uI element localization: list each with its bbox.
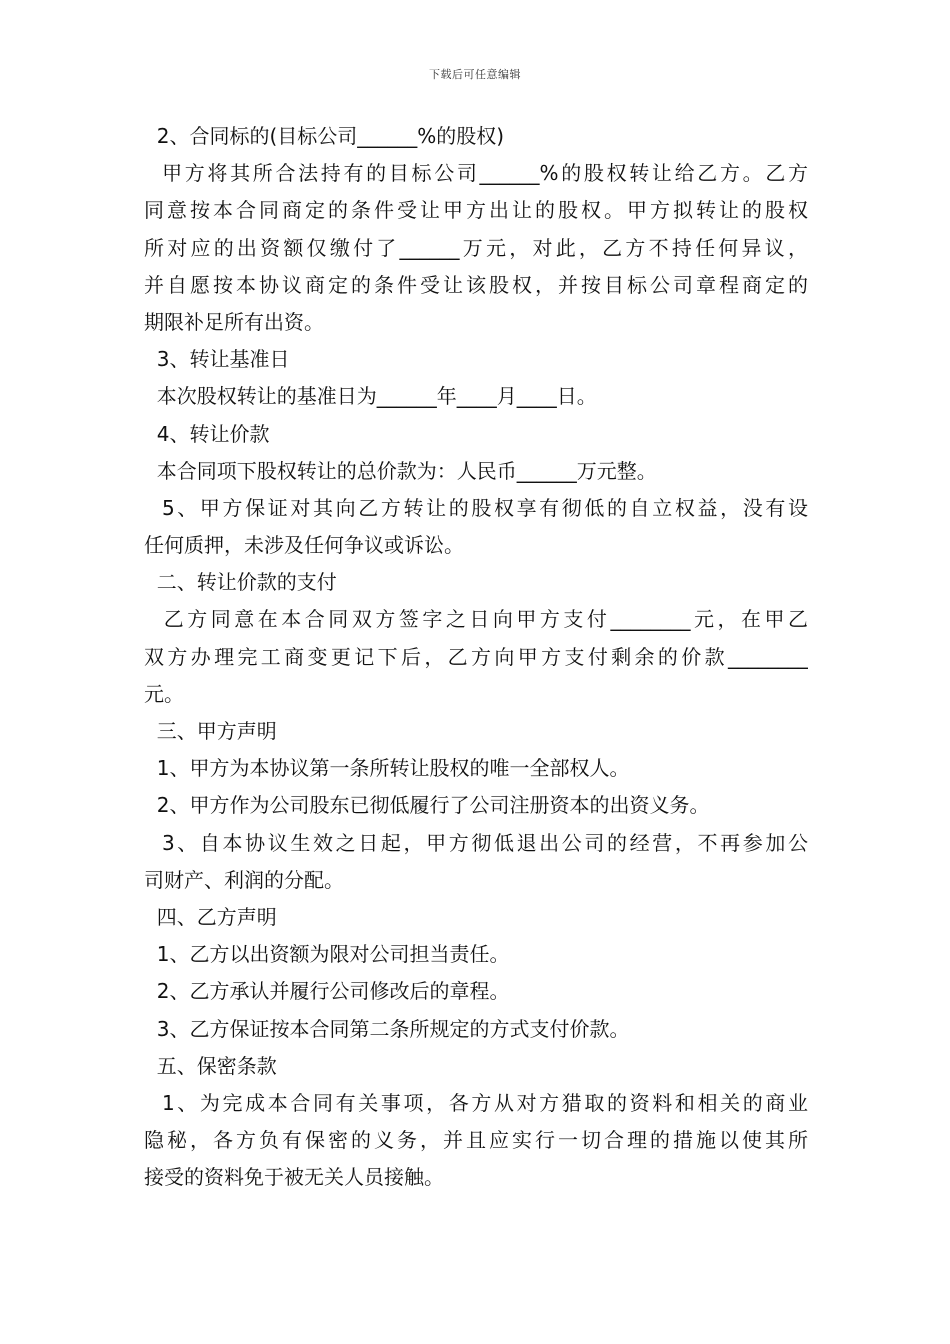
text-line: 期限补足所有出资。 [144, 309, 324, 334]
text-line: 五、保密条款 [144, 1053, 277, 1078]
text-line: 所对应的出资额仅缴付了______万元，对此，乙方不持任何异议， [144, 235, 808, 260]
text-line: 接受的资料免于被无关人员接触。 [144, 1165, 444, 1190]
text-line: 1、甲方为本协议第一条所转让股权的唯一全部权人。 [144, 756, 630, 781]
text-line: 并自愿按本协议商定的条件受让该股权，并按目标公司章程商定的 [144, 272, 808, 297]
text-line: 任何质押，未涉及任何争议或诉讼。 [144, 533, 464, 558]
text-line: 3、自本协议生效之日起，甲方彻低退出公司的经营，不再参加公 [144, 830, 808, 855]
text-line: 双方办理完工商变更记下后，乙方向甲方支付剩余的价款________ [144, 644, 808, 669]
text-line: 甲方将其所合法持有的目标公司______%的股权转让给乙方。乙方 [144, 161, 808, 186]
page-header-note: 下载后可任意编辑 [429, 68, 521, 81]
text-line: 1、为完成本合同有关事项，各方从对方猎取的资料和相关的商业 [144, 1090, 808, 1115]
text-line: 4、转让价款 [144, 421, 270, 446]
text-line: 2、乙方承认并履行公司修改后的章程。 [144, 979, 510, 1004]
document-body [144, 118, 808, 1196]
text-line: 2、合同标的(目标公司______%的股权) [144, 124, 505, 148]
text-line: 3、乙方保证按本合同第二条所规定的方式支付价款。 [144, 1016, 630, 1041]
text-line: 司财产、利润的分配。 [144, 867, 344, 892]
text-line: 本次股权转让的基准日为______年____月____日。 [144, 384, 597, 409]
text-line: 2、甲方作为公司股东已彻低履行了公司注册资本的出资义务。 [144, 793, 710, 818]
text-line: 5、甲方保证对其向乙方转让的股权享有彻低的自立权益，没有设 [144, 495, 808, 520]
text-line: 二、转让价款的支付 [144, 570, 337, 595]
text-line: 隐秘，各方负有保密的义务，并且应实行一切合理的措施以使其所 [144, 1128, 808, 1153]
text-line: 同意按本合同商定的条件受让甲方出让的股权。甲方拟转让的股权 [144, 198, 808, 223]
text-line: 四、乙方声明 [144, 904, 277, 929]
text-line: 乙方同意在本合同双方签字之日向甲方支付________元，在甲乙 [144, 607, 808, 632]
text-line: 1、乙方以出资额为限对公司担当责任。 [144, 942, 510, 967]
text-line: 三、甲方声明 [144, 719, 277, 743]
text-line: 本合同项下股权转让的总价款为：人民币______万元整。 [144, 458, 657, 483]
text-line: 3、转让基准日 [144, 347, 290, 372]
text-line: 元。 [144, 681, 184, 706]
